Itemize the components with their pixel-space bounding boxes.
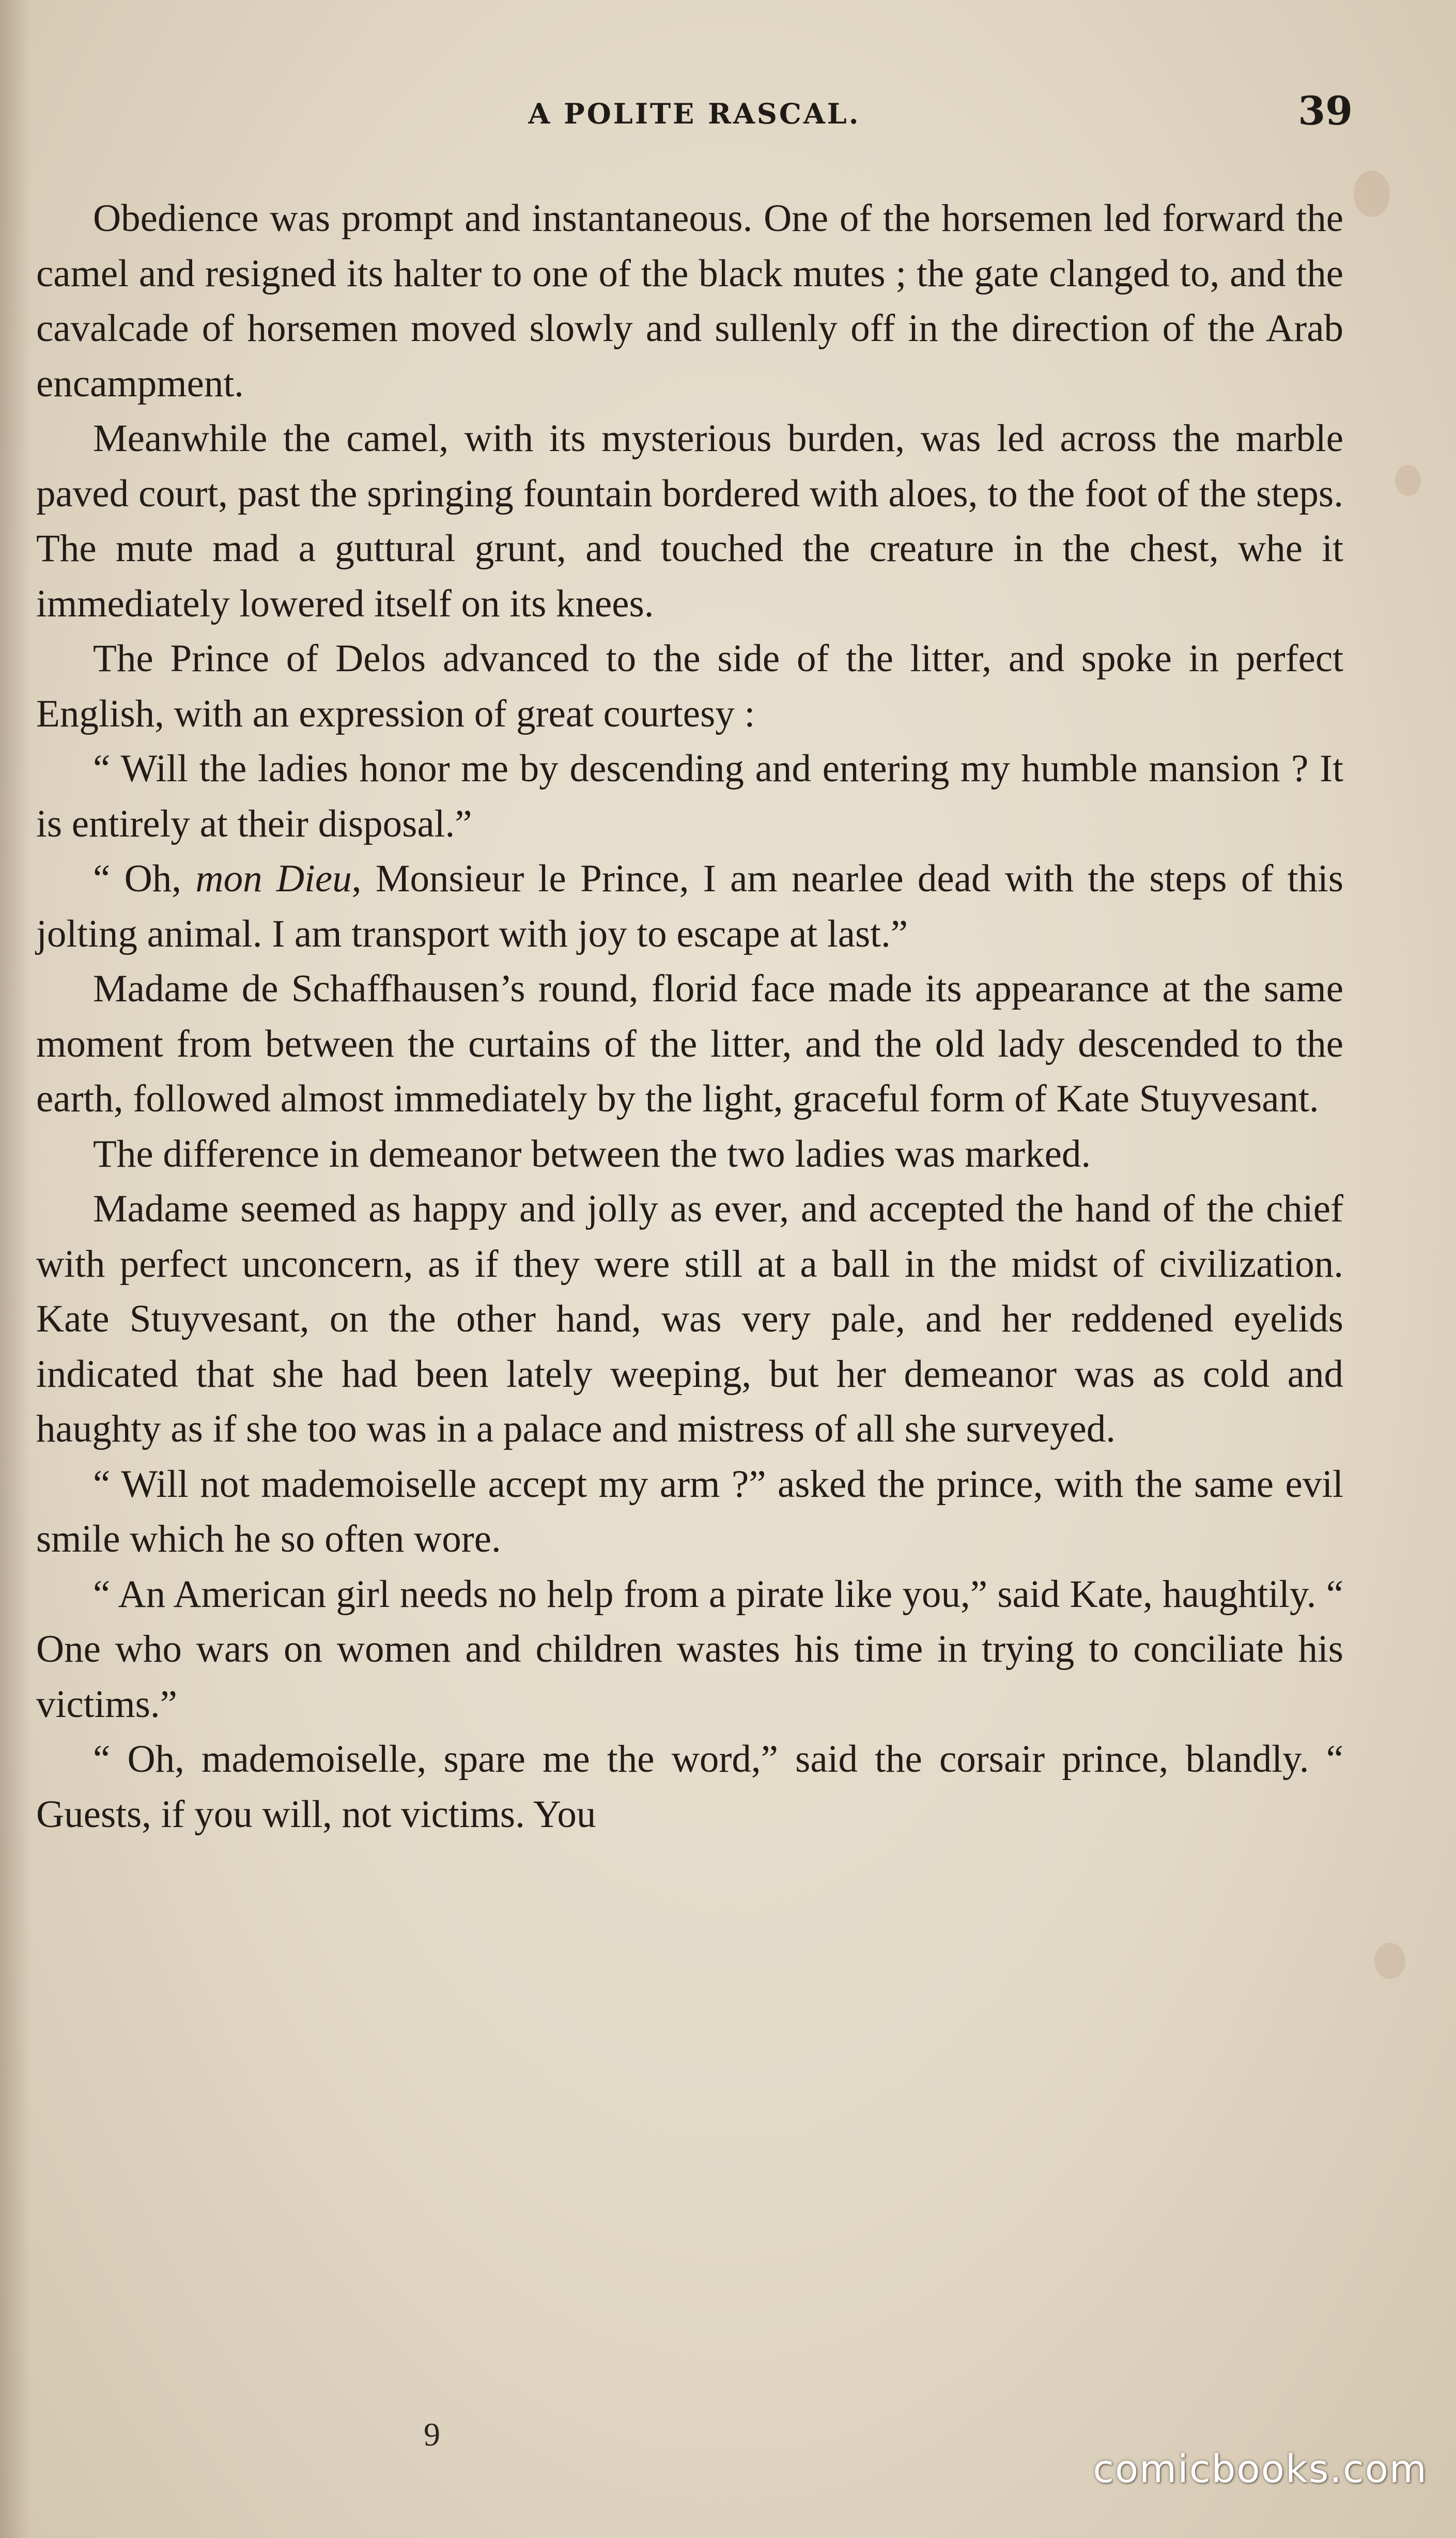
paragraph: “ Oh, mademoiselle, spare me the word,” said the corsair prince, blandly. “ Guests, if you will, not victims. You	[36, 1738, 1343, 1836]
signature-mark: 9	[424, 2416, 440, 2453]
spine-shadow	[0, 0, 31, 2538]
body-text	[36, 191, 1343, 1842]
running-head	[36, 88, 1353, 145]
paragraph	[36, 852, 1343, 962]
text-span: , Monsieur le Prince, I am nearlee dead with the steps of this jolting animal. I am transport with joy to escape at last.”	[36, 857, 1344, 955]
paragraph: Madame seemed as happy and jolly as ever, and accepted the hand of the chief with perfect unconcern, as if they were still at a ball in the midst of civilization. Kate Stuyvesant, on the other hand, was very pale, and her reddened eyelids indicated that she had been lately weeping, but her demeanor was as cold and haughty as if she too was in a palace and mistress of all she surveyed.	[36, 1187, 1343, 1450]
paragraph: “ Will the ladies honor me by descending and entering my humble mansion ? It is entirely at their disposal.”	[36, 747, 1343, 845]
page-stain	[1395, 465, 1421, 496]
watermark: comicbooks.com	[1093, 2447, 1428, 2491]
paragraph: Meanwhile the camel, with its mysterious burden, was led across the marble paved court, past the springing fountain bordered with aloes, to the foot of the steps. The mute mad a guttural grunt, and touched the creature in the chest, whe it immediately lowered itself on its knees.	[36, 417, 1343, 625]
paragraph: Obedience was prompt and instantaneous. One of the horsemen led forward the camel and resigned its halter to one of the black mutes ; the gate clanged to, and the cavalcade of horsemen moved slowly and sullenly off in the direction of the Arab encampment.	[36, 197, 1343, 405]
text-span: “ Oh,	[93, 857, 196, 900]
page-number: 39	[1298, 88, 1353, 134]
page-stain	[1374, 1943, 1405, 1979]
paragraph: The difference in demeanor between the two ladies was marked.	[93, 1132, 1091, 1175]
running-title: A POLITE RASCAL.	[528, 97, 861, 130]
paragraph: The Prince of Delos advanced to the side of the litter, and spoke in perfect English, with an expression of great courtesy :	[36, 637, 1343, 735]
paragraph: Madame de Schaffhausen’s round, florid face made its appearance at the same moment from between the curtains of the litter, and the old lady descended to the earth, followed almost immediately by the light, graceful form of Kate Stuyvesant.	[36, 967, 1343, 1120]
paragraph: “ An American girl needs no help from a pirate like you,” said Kate, haughtily. “ One who wars on women and children wastes his time in trying to conciliate his victims.”	[36, 1572, 1343, 1726]
page-stain	[1354, 171, 1390, 217]
paragraph: “ Will not mademoiselle accept my arm ?” asked the prince, with the same evil smile which he so often wore.	[36, 1462, 1343, 1560]
italic-phrase: mon Dieu	[195, 857, 352, 900]
